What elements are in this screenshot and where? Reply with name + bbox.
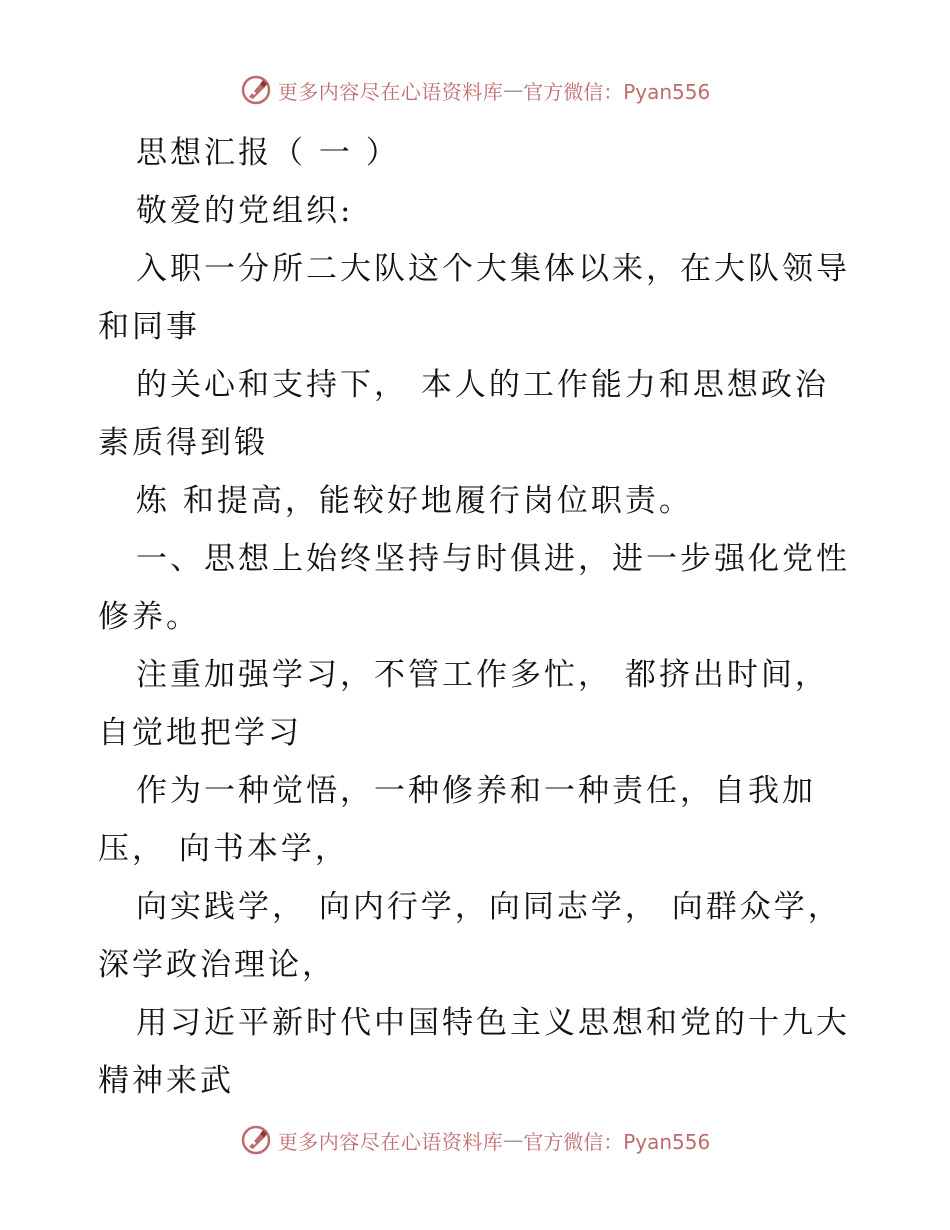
document-line: 入职一分所二大队这个大集体以来，在大队领导	[136, 251, 850, 287]
pen-nib-circle-icon	[240, 1124, 272, 1156]
header-banner	[0, 70, 950, 110]
document-line: 向实践学， 向内行学，向同志学， 向群众学，	[136, 889, 842, 925]
document-line: 思想汇报（ 一 ）	[136, 135, 400, 171]
banner-wechat: 官方微信：Pyan556	[523, 79, 711, 104]
pen-nib-circle-icon	[240, 74, 272, 106]
document-line: 敬爱的党组织:	[136, 193, 354, 229]
banner-separator: —	[503, 78, 524, 102]
document-line: 一、思想上始终坚持与时俱进，进一步强化党性	[136, 541, 850, 577]
banner-wechat: 官方微信：Pyan556	[523, 1129, 711, 1154]
document-line: 作为一种觉悟，一种修养和一种责任，自我加	[136, 773, 816, 809]
banner-separator: —	[503, 1128, 524, 1152]
footer-banner	[0, 1120, 950, 1160]
banner-text: 更多内容尽在心语资料库	[277, 79, 504, 104]
document-line: 自觉地把学习	[98, 715, 302, 751]
document-line: 的关心和支持下， 本人的工作能力和思想政治	[136, 367, 829, 403]
document-line: 精神来武	[98, 1063, 234, 1099]
document-line: 炼 和提高，能较好地履行岗位职责。	[136, 483, 693, 519]
document-line: 压， 向书本学，	[98, 831, 349, 867]
document-line: 深学政治理论，	[98, 947, 336, 983]
document-line: 素质得到锻	[98, 425, 268, 461]
banner-text: 更多内容尽在心语资料库	[277, 1129, 504, 1154]
document-body	[98, 124, 858, 1110]
document-line: 和同事	[98, 309, 200, 345]
document-line: 注重加强学习，不管工作多忙， 都挤出时间，	[136, 657, 829, 693]
document-line: 用习近平新时代中国特色主义思想和党的十九大	[136, 1005, 850, 1041]
document-line: 修养。	[98, 599, 200, 635]
